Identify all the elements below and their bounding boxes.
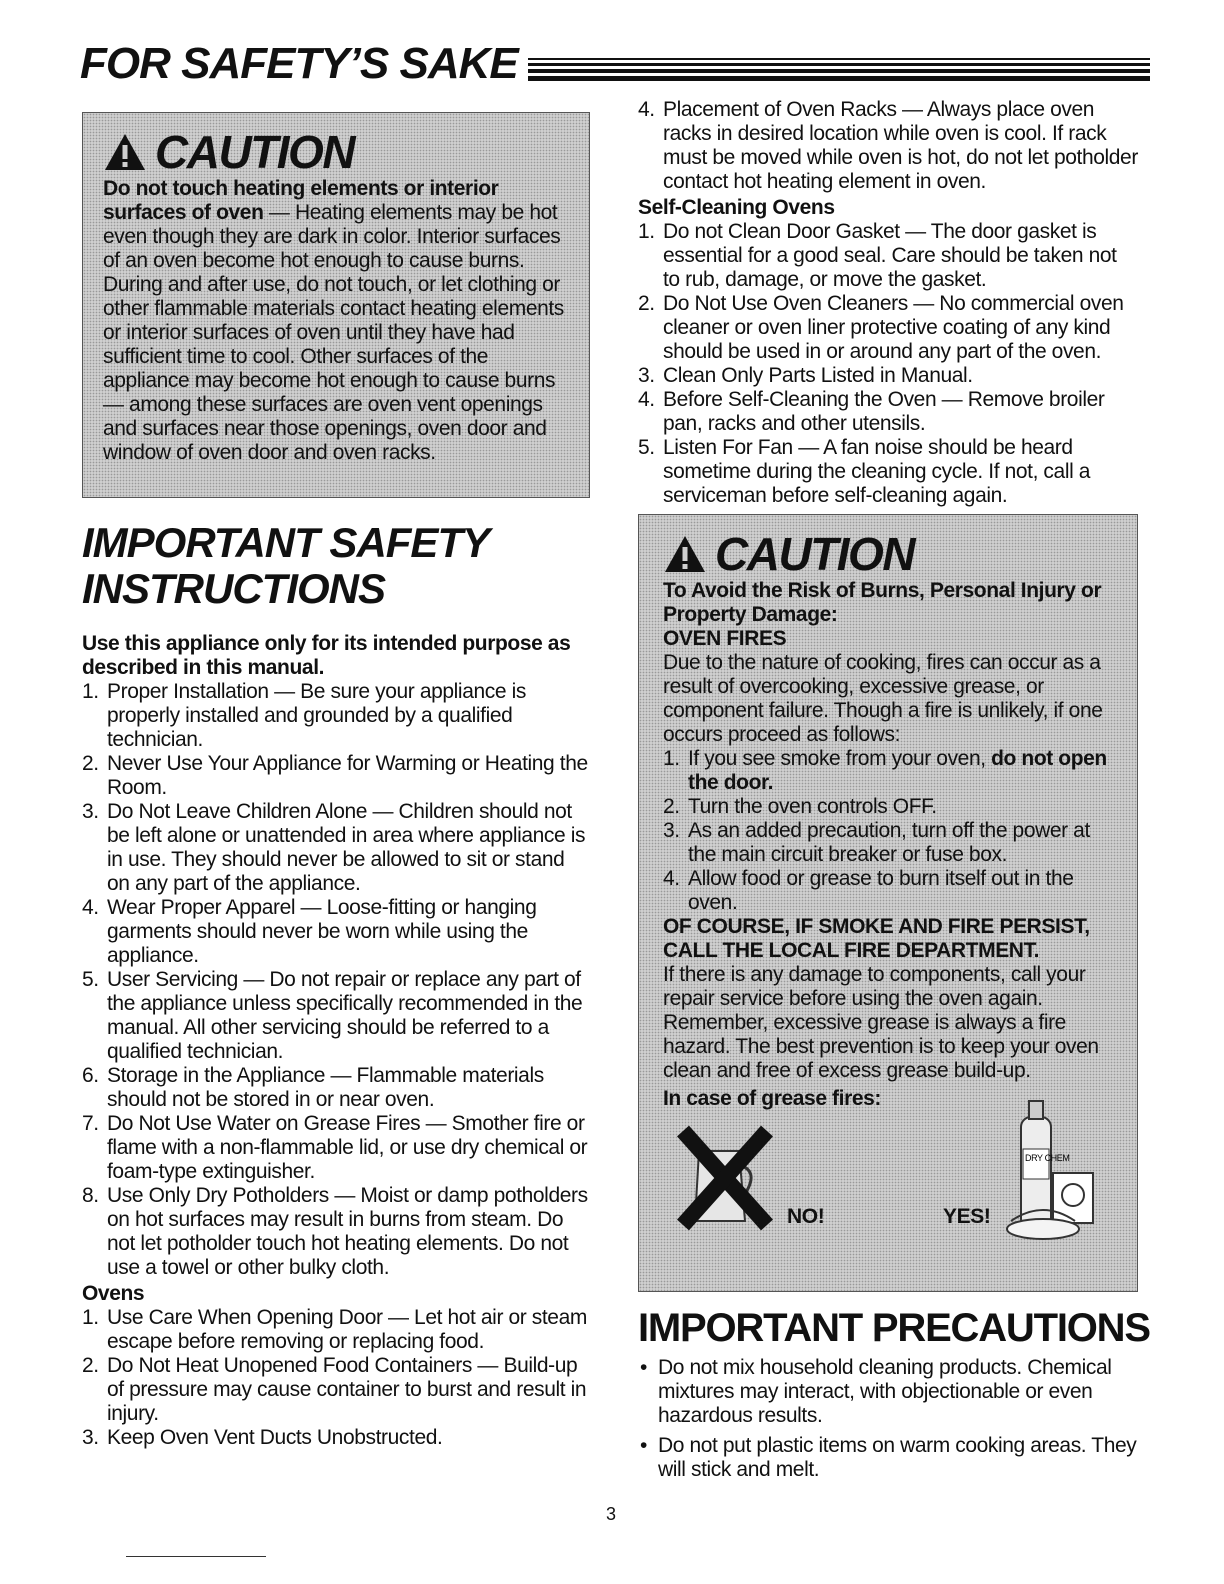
- self-cleaning-list: [638, 220, 1138, 508]
- footer-rule: [126, 1556, 266, 1557]
- caution-box-heating: [82, 112, 590, 498]
- caution-text: — Heating elements may be hot even though they are dark in color. Interior surfaces of an oven become hot enough to cause burns. During and after use, do not touch, or let clothing or other flammable materials contact heating elements or interior surfaces of oven until they have had sufficient time to cool. Other surfaces of the appliance may become hot enough to cause burns — among these surfaces are oven vent openings and surfaces near those openings, oven door and window of oven door and oven racks.: [103, 201, 564, 464]
- safety-lead: Use this appliance only for its intended purpose as described in this manual.: [82, 632, 571, 679]
- svg-text:DRY CHEM: DRY CHEM: [1025, 1153, 1070, 1163]
- caution-box-oven-fires: [638, 514, 1138, 1292]
- heading-line-1: IMPORTANT SAFETY: [82, 519, 490, 566]
- warning-triangle-icon: [663, 534, 707, 574]
- call-fire-department: OF COURSE, IF SMOKE AND FIRE PERSIST, CALL THE LOCAL FIRE DEPARTMENT.: [663, 915, 1090, 962]
- list-item: 5. Listen For Fan — A fan noise should be heard sometime during the cleaning cycle. If not, call a serviceman before self-cleaning again.: [638, 436, 1091, 507]
- list-item: 8. Use Only Dry Potholders — Moist or damp potholders on hot surfaces may result in burns from steam. Do not let potholder touch hot heating elements. Do not use a towel or other bulky cloth.: [82, 1184, 588, 1279]
- list-item: 2. Never Use Your Appliance for Warming or Heating the Room.: [82, 752, 588, 799]
- list-item: 3. Keep Oven Vent Ducts Unobstructed.: [82, 1426, 443, 1449]
- no-label: NO!: [787, 1205, 825, 1228]
- list-item: 2. Turn the oven controls OFF.: [663, 795, 937, 818]
- grease-fires-label: In case of grease fires:: [663, 1087, 882, 1110]
- list-item: 6. Storage in the Appliance — Flammable materials should not be stored in or near oven.: [82, 1064, 544, 1111]
- heading-line-2: INSTRUCTIONS: [82, 565, 385, 612]
- list-item: 1. Use Care When Opening Door — Let hot air or steam escape before removing or replacing food.: [82, 1306, 587, 1353]
- list-item: 3. Do Not Leave Children Alone — Children should not be left alone or unattended in area where appliance is in use. They should never be allowed to sit or stand on any part of the appliance.: [82, 800, 586, 895]
- list-item: 7. Do Not Use Water on Grease Fires — Smother fire or flame with a non-flammable lid, or use dry chemical or foam-type extinguisher.: [82, 1112, 588, 1183]
- ovens-list: [82, 1306, 590, 1450]
- fire-steps: [663, 747, 1121, 915]
- ovens-list-continued: [638, 98, 1138, 194]
- grease-fires-illustration: [663, 1087, 1121, 1237]
- list-item: 4. Before Self-Cleaning the Oven — Remove broiler pan, racks and other utensils.: [638, 388, 1105, 435]
- list-item: 4. Wear Proper Apparel — Loose-fitting or hanging garments should never be worn while using the appliance.: [82, 896, 537, 967]
- extinguisher-and-baking-soda-icon: [995, 1091, 1105, 1241]
- list-item: 2. Do Not Heat Unopened Food Containers — Build-up of pressure may cause container to burst and result in injury.: [82, 1354, 587, 1425]
- caution-body: [663, 579, 1121, 1237]
- warning-triangle-icon: [103, 132, 147, 172]
- safety-list: [82, 680, 590, 1280]
- page-title: FOR SAFETY’S SAKE: [80, 39, 518, 88]
- risk-text: To Avoid the Risk of Burns, Personal Injury or Property Damage:: [663, 579, 1102, 626]
- safety-instructions: [82, 632, 590, 1450]
- list-item: 1. Proper Installation — Be sure your appliance is properly installed and grounded by a qualified technician.: [82, 680, 526, 751]
- self-cleaning-heading: Self-Cleaning Ovens: [638, 196, 835, 219]
- damage-text: If there is any damage to components, call your repair service before using the oven again. Remember, excessive grease is always a fire hazard. The best prevention is to keep your oven clean and free of excess grease build-up.: [663, 963, 1099, 1082]
- precautions-list: [638, 1356, 1138, 1482]
- ovens-heading: Ovens: [82, 1282, 145, 1305]
- water-pitcher-crossed-icon: [669, 1121, 779, 1231]
- caution-bold-lead: Do not touch heating elements or interior surfaces of oven: [103, 177, 499, 224]
- left-column: [82, 112, 590, 1450]
- list-item: 3. As an added precaution, turn off the power at the main circuit breaker or fuse box.: [663, 819, 1090, 866]
- right-column: [638, 98, 1150, 1488]
- list-item: 4. Placement of Oven Racks — Always place oven racks in desired location while oven is cool. If rack must be moved while oven is hot, do not let potholder contact hot heating element in oven.: [638, 98, 1138, 193]
- list-item: 1. If you see smoke from your oven, do not open the door.: [663, 747, 1107, 794]
- yes-label: YES!: [943, 1205, 991, 1228]
- list-item: 4. Allow food or grease to burn itself out in the oven.: [663, 867, 1074, 914]
- fires-intro: Due to the nature of cooking, fires can occur as a result of overcooking, excessive grease, or component failure. Though a fire is unlikely, if one occurs proceed as follows:: [663, 651, 1103, 746]
- caution-heading: [103, 127, 571, 177]
- list-item: 2. Do Not Use Oven Cleaners — No commercial oven cleaner or oven liner protective coating of any kind should be used in or around any part of the oven.: [638, 292, 1124, 363]
- list-item: 5. User Servicing — Do not repair or replace any part of the appliance unless specifically recommended in the manual. All other servicing should be referred to a qualified technician.: [82, 968, 583, 1063]
- list-item: • Do not put plastic items on warm cooking areas. They will stick and melt.: [640, 1434, 1137, 1481]
- caution-heading: [663, 529, 1121, 579]
- caution-body: [103, 177, 571, 465]
- important-precautions-heading: IMPORTANT PRECAUTIONS: [638, 1306, 1150, 1350]
- important-safety-heading: [82, 520, 590, 612]
- list-item: 3. Clean Only Parts Listed in Manual.: [638, 364, 973, 387]
- caution-heading-text: CAUTION: [155, 126, 355, 178]
- page-number: 3: [606, 1504, 617, 1524]
- list-item: 1. Do not Clean Door Gasket — The door gasket is essential for a good seal. Care should be taken not to rub, damage, or move the gasket.: [638, 220, 1117, 291]
- oven-fires-heading: OVEN FIRES: [663, 627, 787, 650]
- caution-heading-text: CAUTION: [715, 528, 915, 580]
- oven-rack-and-self-clean: [638, 98, 1138, 508]
- title-rule: [528, 58, 1150, 84]
- list-item: • Do not mix household cleaning products. Chemical mixtures may interact, with objectionable or even hazardous results.: [640, 1356, 1112, 1427]
